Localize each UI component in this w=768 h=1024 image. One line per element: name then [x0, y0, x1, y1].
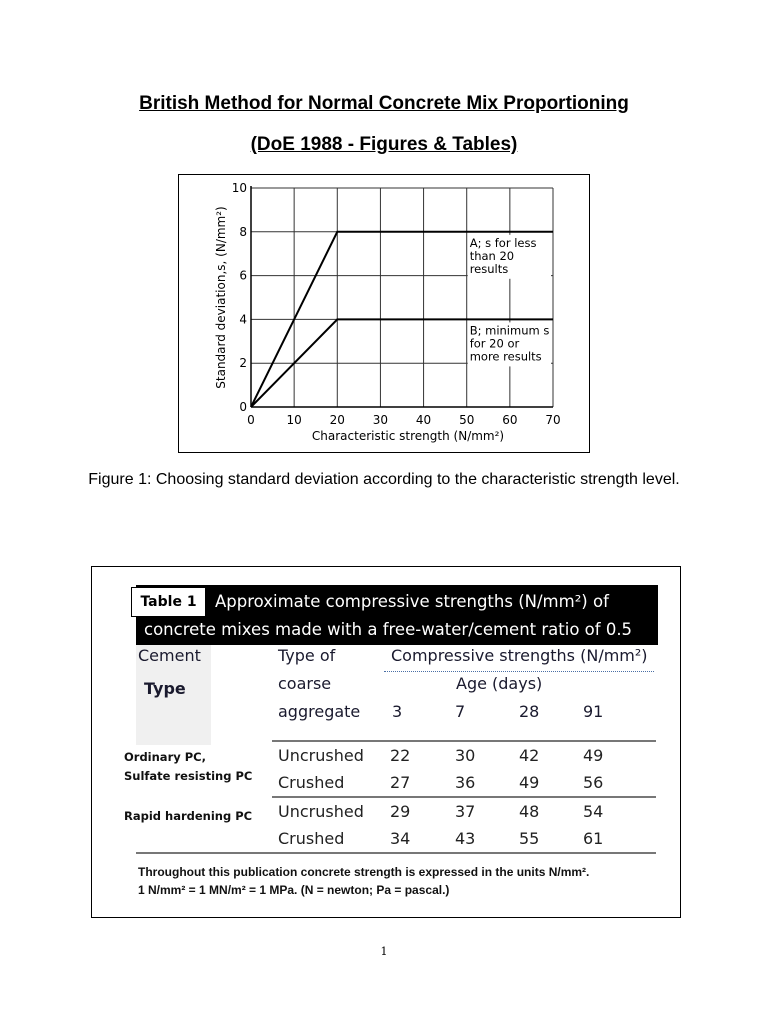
series-annotation-1-line-2: more results — [469, 349, 542, 364]
row-4-value-91d: 61 — [583, 829, 604, 848]
series-annotation-0-line-2: results — [469, 261, 509, 276]
age-91: 91 — [583, 702, 604, 721]
page-number: 1 — [380, 945, 388, 958]
age-28: 28 — [519, 702, 540, 721]
row-1-value-91d: 49 — [583, 746, 604, 765]
y-tick-label-1: 2 — [239, 356, 247, 371]
col-header-compressive-strengths: Compressive strengths (N/mm²) — [391, 646, 648, 665]
row-2-value-91d: 56 — [583, 773, 604, 792]
row-4-value-28d: 55 — [519, 829, 540, 848]
x-tick-label-3: 30 — [372, 413, 389, 427]
x-tick-label-7: 70 — [545, 413, 561, 427]
col-header-aggregate: aggregate — [278, 702, 361, 721]
row-4-value-7d: 43 — [455, 829, 476, 848]
y-tick-label-4: 8 — [239, 224, 247, 239]
row-1-value-3d: 22 — [390, 746, 411, 765]
x-tick-label-5: 50 — [459, 413, 475, 427]
row-4-aggregate: Crushed — [278, 829, 345, 848]
row-3-value-28d: 48 — [519, 802, 540, 821]
row-4-value-3d: 34 — [390, 829, 411, 848]
y-tick-label-5: 10 — [231, 181, 247, 195]
group-label-ordinary: Ordinary PC, — [124, 750, 206, 764]
x-axis-label: Characteristic strength (N/mm²) — [311, 429, 505, 443]
series-annotation-0-line-0: A; s for less — [469, 235, 537, 250]
y-axis-label: Standard deviation,s, (N/mm²) — [214, 206, 228, 389]
figure-caption: Figure 1: Choosing standard deviation according to the characteristic strength level. — [88, 471, 680, 488]
table-heading-line-1: Approximate compressive strengths (N/mm²) of — [215, 592, 609, 611]
col-header-coarse: coarse — [278, 674, 332, 693]
table-heading-line-2: concrete mixes made with a free-water/cement ratio of 0.5 — [144, 620, 633, 639]
row-3-value-7d: 37 — [455, 802, 476, 821]
row-1-aggregate: Uncrushed — [278, 746, 364, 765]
row-2-value-28d: 49 — [519, 773, 540, 792]
x-tick-label-1: 10 — [286, 413, 302, 427]
y-tick-label-2: 4 — [239, 312, 247, 327]
col-header-age: Age (days) — [456, 674, 543, 693]
row-1-value-7d: 30 — [455, 746, 476, 765]
x-tick-label-6: 60 — [502, 413, 518, 427]
header-rule — [272, 740, 656, 742]
table-tag: Table 1 — [131, 587, 206, 617]
units-note-2: 1 N/mm² = 1 MN/m² = 1 MPa. (N = newton; Pa = pascal.) — [138, 883, 450, 897]
group-label-rapid: Rapid hardening PC — [124, 809, 253, 823]
row-3-value-3d: 29 — [390, 802, 411, 821]
series-annotation-1-line-0: B; minimum s — [469, 323, 550, 338]
group-rule — [272, 796, 656, 798]
series-annotation-1-line-1: for 20 or — [469, 336, 520, 351]
col-header-type-of: Type of — [278, 646, 336, 665]
row-2-aggregate: Crushed — [278, 773, 345, 792]
x-tick-label-0: 0 — [247, 413, 255, 427]
units-note-1: Throughout this publication concrete strength is expressed in the units N/mm². — [138, 865, 590, 879]
age-7: 7 — [455, 702, 466, 721]
row-1-value-28d: 42 — [519, 746, 540, 765]
table-1-frame — [91, 566, 681, 918]
y-tick-label-0: 0 — [239, 400, 247, 414]
row-2-value-7d: 36 — [455, 773, 476, 792]
document-subtitle: (DoE 1988 - Figures & Tables) — [250, 134, 518, 155]
row-3-value-91d: 54 — [583, 802, 604, 821]
standard-deviation-chart — [179, 175, 589, 452]
row-2-value-3d: 27 — [390, 773, 411, 792]
row-3-aggregate: Uncrushed — [278, 802, 364, 821]
series-annotation-0-line-1: than 20 — [469, 248, 515, 263]
header-dotted-rule — [384, 671, 654, 672]
x-tick-label-4: 40 — [415, 413, 432, 427]
y-tick-label-3: 6 — [239, 268, 247, 283]
col-header-type: Type — [144, 679, 186, 698]
col-header-cement: Cement — [138, 646, 201, 665]
age-3: 3 — [392, 702, 403, 721]
figure-1-frame — [178, 174, 590, 453]
x-tick-label-2: 20 — [329, 413, 345, 427]
group-label-sulfate: Sulfate resisting PC — [124, 769, 253, 783]
table-bottom-rule — [136, 852, 656, 854]
document-title: British Method for Normal Concrete Mix Proportioning — [139, 93, 629, 114]
